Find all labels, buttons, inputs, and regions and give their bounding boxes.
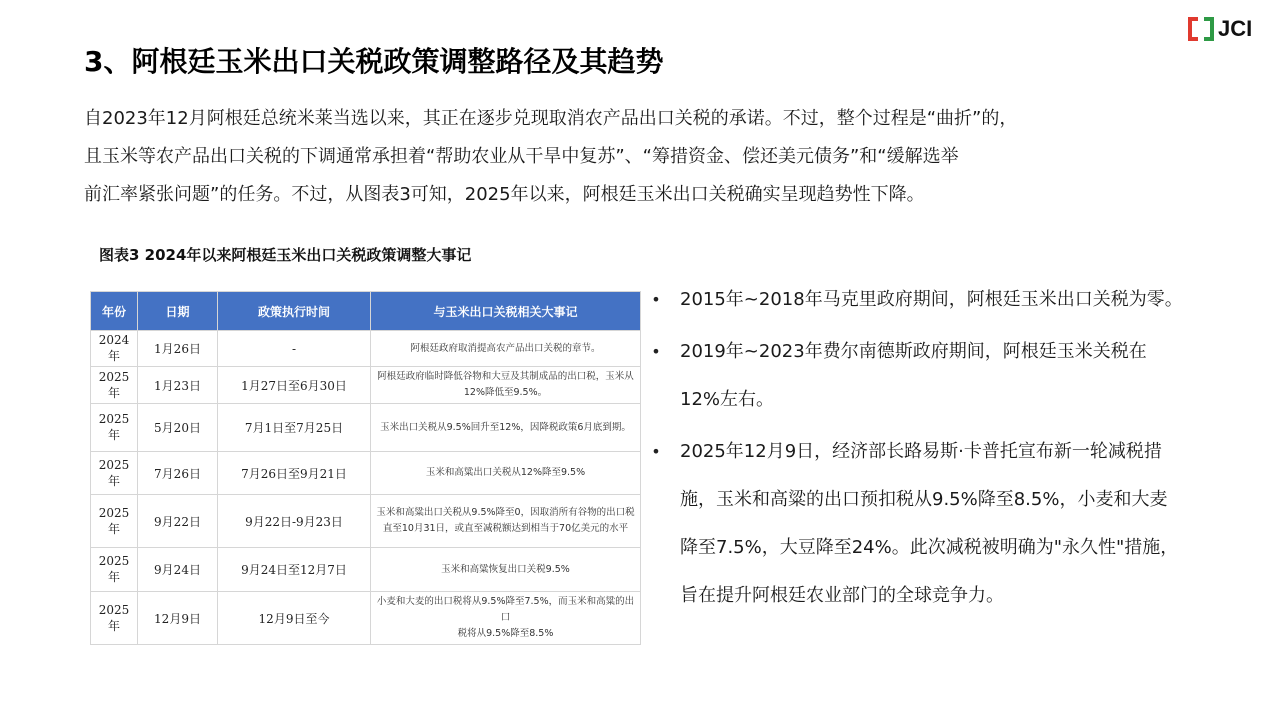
cell-year: 2025年 xyxy=(91,495,138,548)
header-event: 与玉米出口关税相关大事记 xyxy=(371,292,641,331)
bullet-dot-icon: • xyxy=(651,442,661,461)
bullet-list xyxy=(650,280,1270,620)
table-header-row xyxy=(91,292,641,331)
jci-logo-mark-icon xyxy=(1186,15,1216,43)
cell-year: 2025年 xyxy=(91,404,138,452)
bullet-line: 2025年12月9日，经济部长路易斯·卡普托宣布新一轮减税措 xyxy=(680,441,1162,462)
table-caption: 图表3 2024年以来阿根廷玉米出口关税政策调整大事记 xyxy=(99,246,472,264)
event-line: 玉米和高粱出口关税从9.5%降至0，因取消所有谷物的出口税 xyxy=(376,507,635,518)
cell-date: 7月26日 xyxy=(138,452,218,495)
cell-period: 9月22日-9月23日 xyxy=(218,495,371,548)
header-year: 年份 xyxy=(91,292,138,331)
cell-year: 2025年 xyxy=(91,452,138,495)
cell-event xyxy=(371,331,641,367)
table-row xyxy=(91,331,641,367)
cell-year: 2025年 xyxy=(91,592,138,645)
bullet-line: 2015年~2018年马克里政府期间，阿根廷玉米出口关税为零。 xyxy=(680,289,1183,310)
cell-date: 9月24日 xyxy=(138,548,218,592)
table-row xyxy=(91,495,641,548)
event-line: 12%降低至9.5%。 xyxy=(463,387,548,398)
intro-line: 自2023年12月阿根廷总统米莱当选以来，其正在逐步兑现取消农产品出口关税的承诺。不过，整个过程是“曲折”的， xyxy=(84,108,1018,129)
table-row xyxy=(91,548,641,592)
table-row xyxy=(91,404,641,452)
bullet-line: 旨在提升阿根廷农业部门的全球竞争力。 xyxy=(680,585,1004,606)
event-line: 玉米出口关税从9.5%回升至12%，因降税政策6月底到期。 xyxy=(380,421,631,433)
bullet-line: 2019年~2023年费尔南德斯政府期间，阿根廷玉米关税在 xyxy=(680,341,1147,362)
bullet-item xyxy=(650,328,1270,424)
event-line: 玉米和高粱出口关税从12%降至9.5% xyxy=(425,467,586,478)
page-title: 3、阿根廷玉米出口关税政策调整路径及其趋势 xyxy=(84,45,664,78)
header-date: 日期 xyxy=(138,292,218,331)
cell-year: 2024年 xyxy=(91,331,138,367)
table-row xyxy=(91,452,641,495)
event-line: 玉米和高粱恢复出口关税9.5% xyxy=(441,563,570,575)
cell-event xyxy=(371,367,641,404)
bullet-text xyxy=(680,428,1270,620)
intro-paragraph xyxy=(84,100,1194,214)
intro-line: 前汇率紧张问题”的任务。不过，从图表3可知，2025年以来，阿根廷玉米出口关税确实呈现趋势性下降。 xyxy=(84,184,925,205)
cell-event xyxy=(371,495,641,548)
policy-events-table xyxy=(90,291,641,645)
cell-event xyxy=(371,592,641,645)
cell-period: - xyxy=(218,331,371,367)
cell-event xyxy=(371,452,641,495)
bullet-line: 施，玉米和高粱的出口预扣税从9.5%降至8.5%，小麦和大麦 xyxy=(680,489,1168,510)
bullet-dot-icon: • xyxy=(651,290,661,309)
cell-event xyxy=(371,404,641,452)
event-line: 直至10月31日，或直至减税额达到相当于70亿美元的水平 xyxy=(382,523,629,534)
intro-line: 且玉米等农产品出口关税的下调通常承担着“帮助农业从干旱中复苏”、“筹措资金、偿还美元债务”和“缓解选举 xyxy=(84,146,959,167)
cell-date: 1月26日 xyxy=(138,331,218,367)
bullet-text xyxy=(680,328,1270,424)
cell-event xyxy=(371,548,641,592)
cell-date: 9月22日 xyxy=(138,495,218,548)
event-line: 税将从9.5%降至8.5% xyxy=(457,628,554,639)
table-row xyxy=(91,592,641,645)
cell-year: 2025年 xyxy=(91,367,138,404)
cell-period: 7月26日至9月21日 xyxy=(218,452,371,495)
event-line: 阿根廷政府临时降低谷物和大豆及其制成品的出口税，玉米从 xyxy=(377,371,634,382)
bullet-item xyxy=(650,280,1270,320)
table-row xyxy=(91,367,641,404)
bullet-dot-icon: • xyxy=(651,342,661,361)
cell-year: 2025年 xyxy=(91,548,138,592)
cell-date: 5月20日 xyxy=(138,404,218,452)
cell-period: 12月9日至今 xyxy=(218,592,371,645)
cell-period: 7月1日至7月25日 xyxy=(218,404,371,452)
event-line: 阿根廷政府取消提高农产品出口关税的章节。 xyxy=(410,342,601,354)
jci-logo xyxy=(1186,14,1252,44)
cell-date: 1月23日 xyxy=(138,367,218,404)
bullet-line: 降至7.5%，大豆降至24%。此次减税被明确为"永久性"措施， xyxy=(680,537,1179,558)
bullet-item xyxy=(650,428,1270,620)
logo-text: JCI xyxy=(1218,16,1253,41)
cell-date: 12月9日 xyxy=(138,592,218,645)
bullet-line: 12%左右。 xyxy=(680,389,775,410)
event-line: 小麦和大麦的出口税将从9.5%降至7.5%，而玉米和高粱的出口 xyxy=(376,596,635,623)
cell-period: 1月27日至6月30日 xyxy=(218,367,371,404)
bullet-text xyxy=(680,280,1270,320)
cell-period: 9月24日至12月7日 xyxy=(218,548,371,592)
header-period: 政策执行时间 xyxy=(218,292,371,331)
